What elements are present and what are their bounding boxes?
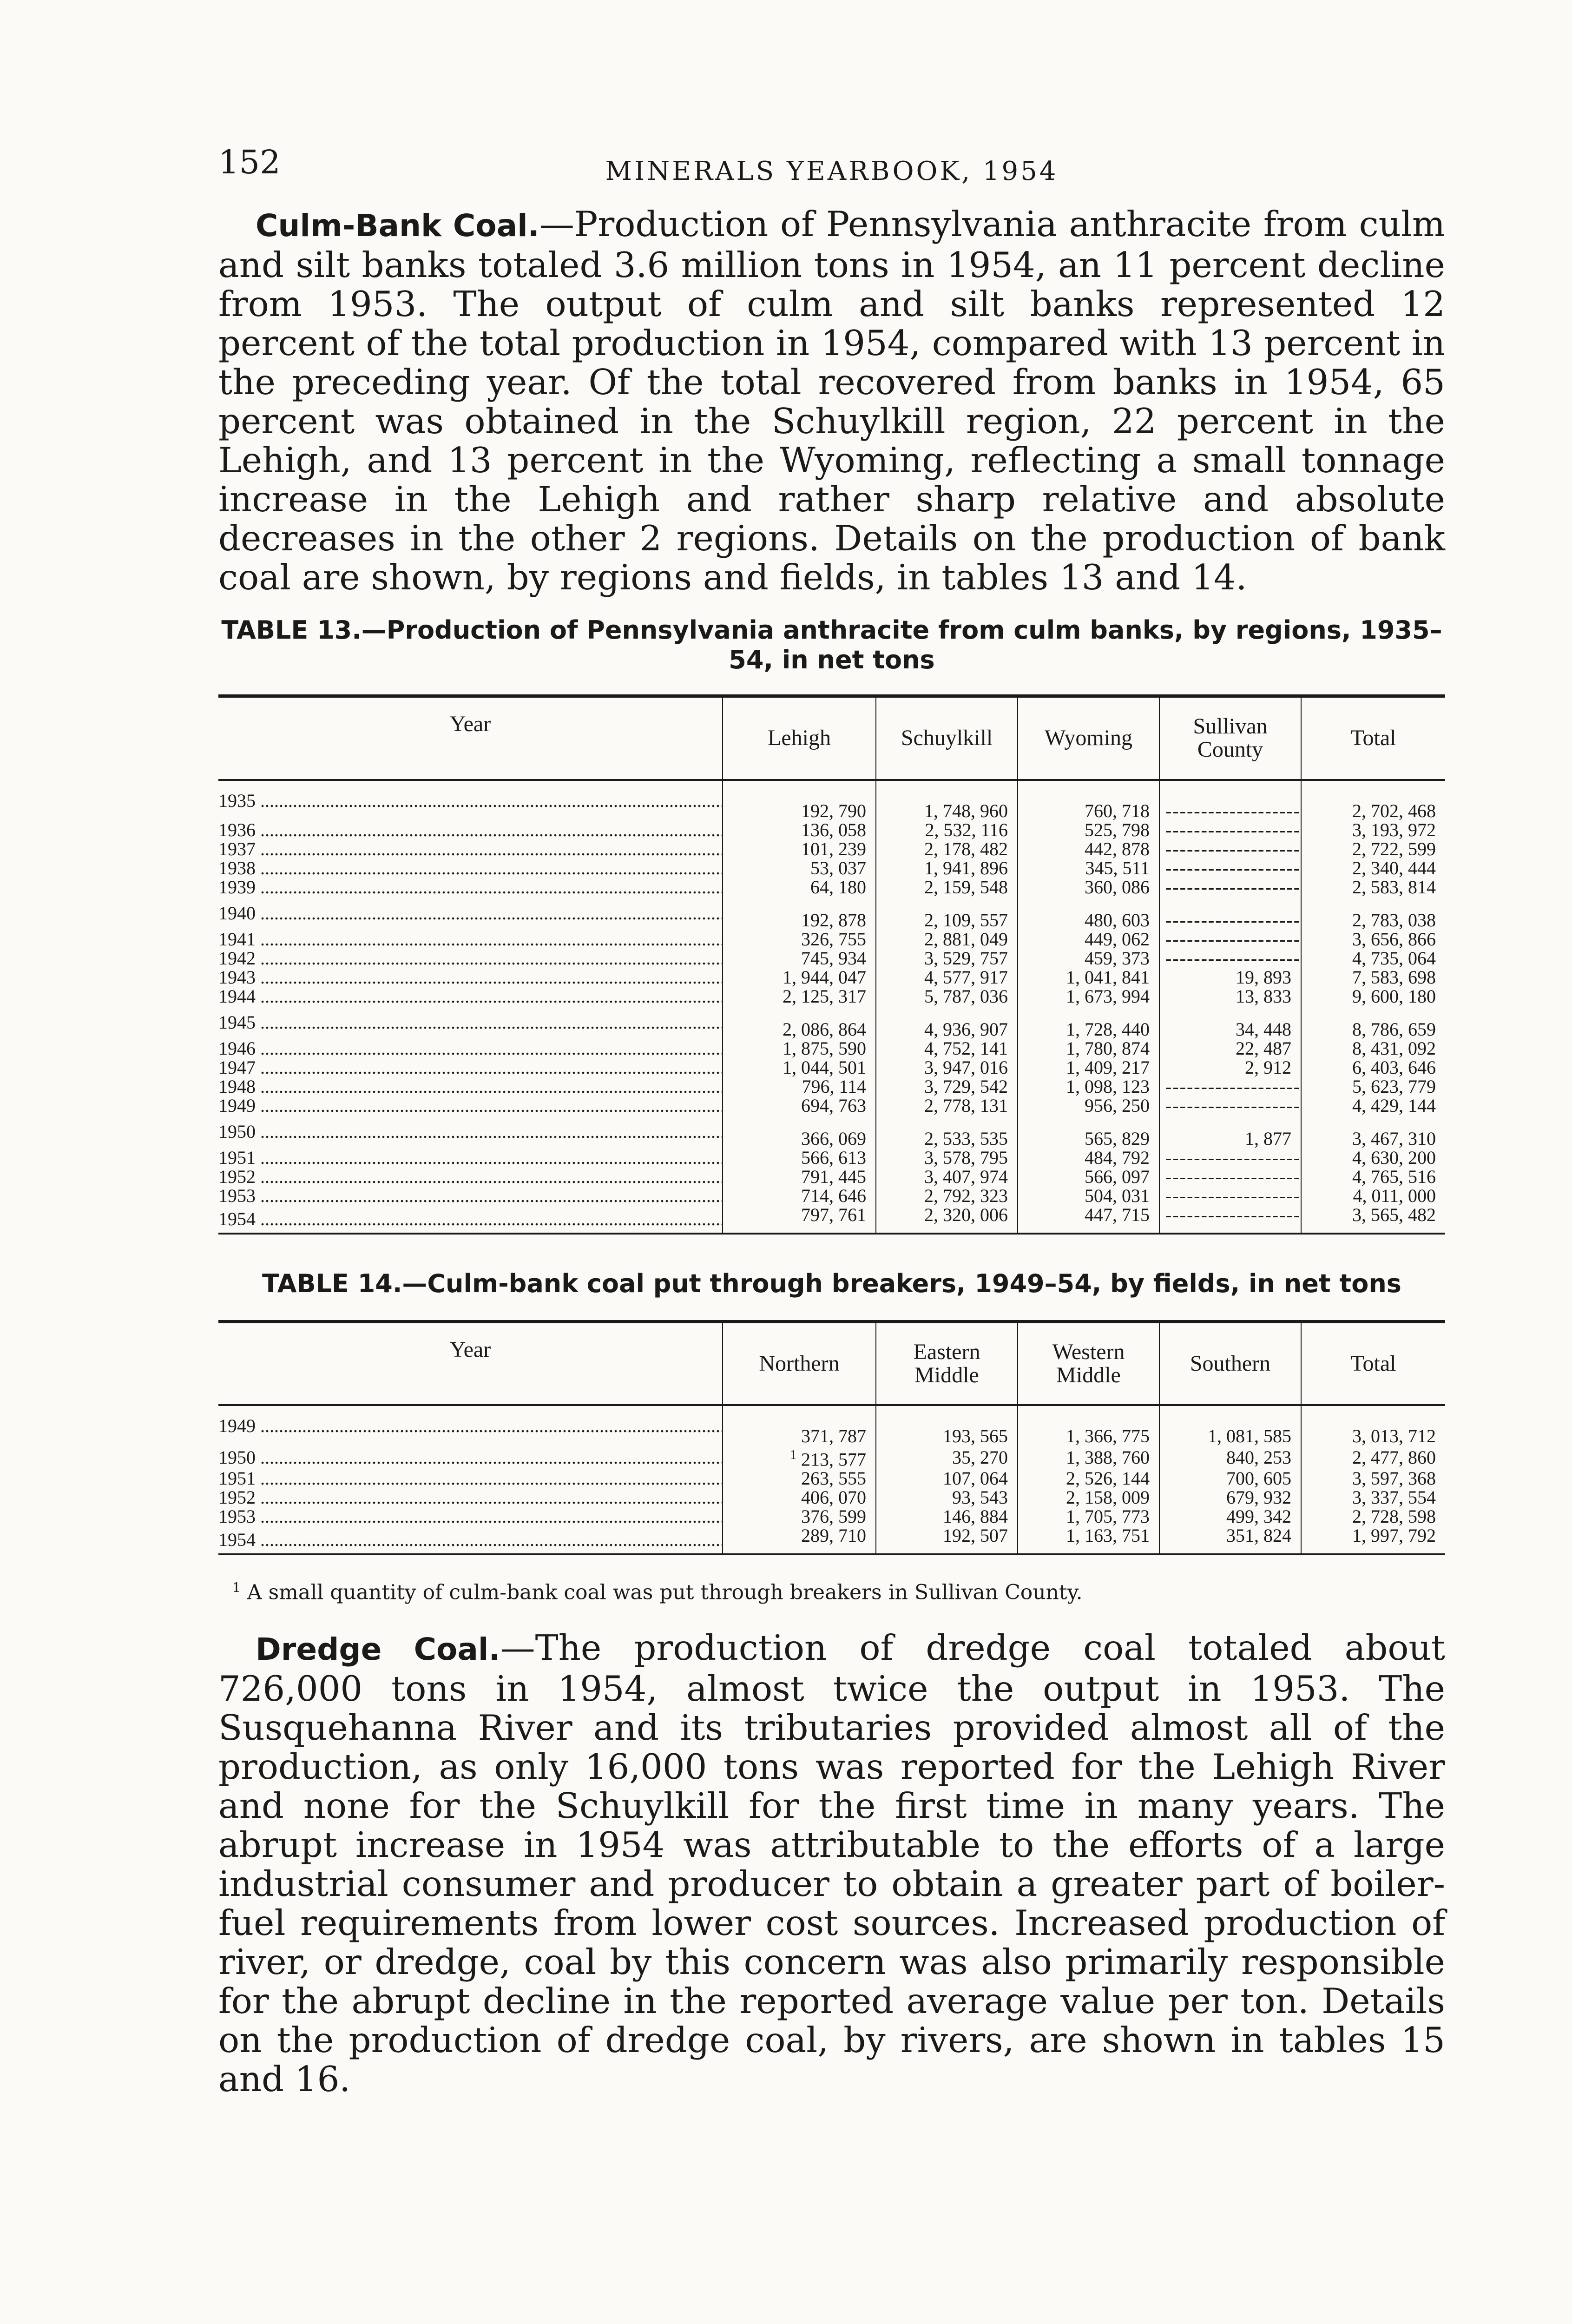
empty-value-leader	[1159, 878, 1301, 897]
page-number: 152	[218, 143, 281, 181]
year-cell: 1949 .....	[218, 1405, 723, 1446]
value-cell: 3, 467, 310	[1301, 1115, 1445, 1148]
dredge-coal-heading: Dredge Coal.	[256, 1631, 500, 1667]
value-cell: 745, 934	[723, 949, 876, 968]
value-cell: 2, 912	[1159, 1058, 1301, 1077]
table-row	[218, 1148, 1445, 1167]
year-cell: 1949 .....	[218, 1096, 723, 1115]
value-cell: 2, 728, 598	[1301, 1507, 1445, 1526]
value-cell: 1, 780, 874	[1018, 1039, 1159, 1058]
value-cell: 449, 062	[1018, 930, 1159, 949]
table14-header-total: Total	[1301, 1321, 1445, 1405]
table-row	[218, 1526, 1445, 1554]
table-row	[218, 930, 1445, 949]
year-cell: 1938 .....	[218, 858, 723, 878]
value-cell: 1, 997, 792	[1301, 1526, 1445, 1554]
value-cell: 19, 893	[1159, 968, 1301, 987]
value-cell: 1, 941, 896	[876, 858, 1018, 878]
table-row	[218, 1096, 1445, 1115]
running-title: MINERALS YEARBOOK, 1954	[605, 156, 1059, 186]
value-cell: 263, 555	[723, 1469, 876, 1488]
value-cell: 3, 947, 016	[876, 1058, 1018, 1077]
value-cell: 2, 086, 864	[723, 1006, 876, 1039]
value-cell: 34, 448	[1159, 1006, 1301, 1039]
value-cell: 360, 086	[1018, 878, 1159, 897]
value-cell: 366, 069	[723, 1115, 876, 1148]
table13-body	[218, 780, 1445, 1234]
value-cell: 3, 337, 554	[1301, 1488, 1445, 1507]
value-cell: 2, 702, 468	[1301, 780, 1445, 820]
value-cell: 2, 109, 557	[876, 897, 1018, 930]
table14-header-eastern-middle: Eastern Middle	[876, 1321, 1018, 1405]
empty-value-leader	[1159, 1077, 1301, 1096]
value-cell: 2, 532, 116	[876, 820, 1018, 839]
value-cell: 3, 565, 482	[1301, 1205, 1445, 1234]
year-cell: 1942 .....	[218, 949, 723, 968]
value-cell: 13, 833	[1159, 987, 1301, 1006]
year-cell: 1944 .....	[218, 987, 723, 1006]
empty-value-leader	[1159, 1205, 1301, 1234]
value-cell: 6, 403, 646	[1301, 1058, 1445, 1077]
dredge-coal-paragraph	[218, 1628, 1445, 2099]
value-cell: 2, 792, 323	[876, 1186, 1018, 1205]
year-cell: 1940 .....	[218, 897, 723, 930]
value-cell: 351, 824	[1159, 1526, 1301, 1554]
value-cell: 22, 487	[1159, 1039, 1301, 1058]
year-cell: 1939 .....	[218, 878, 723, 897]
value-cell: 1, 044, 501	[723, 1058, 876, 1077]
value-cell: 3, 013, 712	[1301, 1405, 1445, 1446]
table-row	[218, 858, 1445, 878]
table-row	[218, 1115, 1445, 1148]
value-cell: 2, 526, 144	[1018, 1469, 1159, 1488]
value-cell: 146, 884	[876, 1507, 1018, 1526]
value-cell: 840, 253	[1159, 1446, 1301, 1469]
value-cell: 1, 875, 590	[723, 1039, 876, 1058]
value-cell: 694, 763	[723, 1096, 876, 1115]
table-row	[218, 987, 1445, 1006]
value-cell: 64, 180	[723, 878, 876, 897]
value-cell: 2, 583, 814	[1301, 878, 1445, 897]
culm-bank-heading: Culm-Bank Coal.	[256, 208, 539, 244]
value-cell: 2, 158, 009	[1018, 1488, 1159, 1507]
value-cell: 289, 710	[723, 1526, 876, 1554]
table-row	[218, 968, 1445, 987]
table-row	[218, 1058, 1445, 1077]
table14-header-year: Year	[218, 1321, 723, 1405]
value-cell: 760, 718	[1018, 780, 1159, 820]
value-cell: 1, 877	[1159, 1115, 1301, 1148]
value-cell: 2, 778, 131	[876, 1096, 1018, 1115]
table-row	[218, 1488, 1445, 1507]
empty-value-leader	[1159, 780, 1301, 820]
value-cell: 2, 125, 317	[723, 987, 876, 1006]
value-cell: 700, 605	[1159, 1469, 1301, 1488]
value-cell: 376, 599	[723, 1507, 876, 1526]
table-row	[218, 1167, 1445, 1186]
empty-value-leader	[1159, 897, 1301, 930]
table13-header-total: Total	[1301, 696, 1445, 780]
value-cell: 565, 829	[1018, 1115, 1159, 1148]
value-cell: 192, 507	[876, 1526, 1018, 1554]
year-cell: 1954 .....	[218, 1205, 723, 1234]
value-cell: 1, 388, 760	[1018, 1446, 1159, 1469]
value-cell: 796, 114	[723, 1077, 876, 1096]
table14-footnote	[218, 1576, 1445, 1605]
value-cell: 53, 037	[723, 858, 876, 878]
table-row	[218, 1507, 1445, 1526]
value-cell: 484, 792	[1018, 1148, 1159, 1167]
table-row	[218, 1077, 1445, 1096]
table13-header-lehigh: Lehigh	[723, 696, 876, 780]
table-row	[218, 1039, 1445, 1058]
year-cell: 1951 .....	[218, 1148, 723, 1167]
table14-header-western-middle: Western Middle	[1018, 1321, 1159, 1405]
value-cell: 8, 431, 092	[1301, 1039, 1445, 1058]
value-cell: 5, 787, 036	[876, 987, 1018, 1006]
year-cell: 1936 .....	[218, 820, 723, 839]
value-cell: 107, 064	[876, 1469, 1018, 1488]
table-row	[218, 820, 1445, 839]
value-cell: 4, 735, 064	[1301, 949, 1445, 968]
table-row	[218, 878, 1445, 897]
value-cell: 1, 673, 994	[1018, 987, 1159, 1006]
table-row	[218, 780, 1445, 820]
table-row	[218, 897, 1445, 930]
value-cell	[723, 1446, 876, 1469]
value-cell: 7, 583, 698	[1301, 968, 1445, 987]
value-cell: 3, 656, 866	[1301, 930, 1445, 949]
table14-body	[218, 1405, 1445, 1554]
value-cell: 4, 630, 200	[1301, 1148, 1445, 1167]
value-cell: 1, 748, 960	[876, 780, 1018, 820]
year-cell: 1954 .....	[218, 1526, 723, 1554]
value-cell: 1, 366, 775	[1018, 1405, 1159, 1446]
year-cell: 1947 .....	[218, 1058, 723, 1077]
value-cell: 406, 070	[723, 1488, 876, 1507]
year-cell: 1943 .....	[218, 968, 723, 987]
value-cell: 504, 031	[1018, 1186, 1159, 1205]
year-cell: 1948 .....	[218, 1077, 723, 1096]
value-cell: 192, 790	[723, 780, 876, 820]
year-cell: 1937 .....	[218, 839, 723, 858]
value-cell: 566, 613	[723, 1148, 876, 1167]
table-row	[218, 1186, 1445, 1205]
table13	[218, 694, 1445, 1235]
value-cell: 1, 081, 585	[1159, 1405, 1301, 1446]
value-cell: 459, 373	[1018, 949, 1159, 968]
table14-caption: TABLE 14.—Culm-bank coal put through breakers, 1949–54, by fields, in net tons	[262, 1268, 1401, 1298]
value-cell: 956, 250	[1018, 1096, 1159, 1115]
value-text: 213, 577	[801, 1449, 866, 1470]
value-cell: 3, 729, 542	[876, 1077, 1018, 1096]
year-cell: 1950 .....	[218, 1446, 723, 1469]
value-cell: 371, 787	[723, 1405, 876, 1446]
value-cell: 1, 728, 440	[1018, 1006, 1159, 1039]
dredge-coal-text: —The production of dredge coal totaled about 726,000 tons in 1954, almost twice the output in 1953. The Susquehanna River and its tributaries provided almost all of the production, as only 16,000 tons was reported for the Lehigh River and none for the Schuylkill for the first time in many years. The abrupt increase in 1954 was attributable to the efforts of a large industrial consumer and producer to obtain a greater part of boiler-fuel requirements from lower cost sources. Increased production of river, or dredge, coal by this concern was also primarily responsible for the abrupt decline in the reported average value per ton. Details on the production of dredge coal, by rivers, are shown in tables 15 and 16.	[218, 1627, 1445, 2100]
footnote-marker: 1	[232, 1580, 241, 1596]
value-cell: 1, 163, 751	[1018, 1526, 1159, 1554]
value-cell: 2, 722, 599	[1301, 839, 1445, 858]
value-cell: 3, 407, 974	[876, 1167, 1018, 1186]
value-cell: 326, 755	[723, 930, 876, 949]
table13-header-sullivan: Sullivan County	[1159, 696, 1301, 780]
value-cell: 714, 646	[723, 1186, 876, 1205]
value-cell: 5, 623, 779	[1301, 1077, 1445, 1096]
table-row	[218, 1205, 1445, 1234]
value-cell: 447, 715	[1018, 1205, 1159, 1234]
value-cell: 442, 878	[1018, 839, 1159, 858]
value-cell: 2, 178, 482	[876, 839, 1018, 858]
value-cell: 1, 409, 217	[1018, 1058, 1159, 1077]
table13-caption: TABLE 13.—Production of Pennsylvania anthracite from culm banks, by regions, 1935–54, in net tons	[221, 615, 1442, 674]
value-cell: 4, 429, 144	[1301, 1096, 1445, 1115]
year-cell: 1951 .....	[218, 1469, 723, 1488]
table-row	[218, 949, 1445, 968]
value-cell: 791, 445	[723, 1167, 876, 1186]
table-row	[218, 1469, 1445, 1488]
value-cell: 2, 477, 860	[1301, 1446, 1445, 1469]
value-cell: 566, 097	[1018, 1167, 1159, 1186]
year-cell: 1941 .....	[218, 930, 723, 949]
empty-value-leader	[1159, 1167, 1301, 1186]
value-cell: 797, 761	[723, 1205, 876, 1234]
value-cell: 2, 340, 444	[1301, 858, 1445, 878]
page	[218, 139, 1445, 2099]
year-cell: 1952 .....	[218, 1488, 723, 1507]
table13-header-wyoming: Wyoming	[1018, 696, 1159, 780]
footnote-ref: 1	[790, 1448, 796, 1462]
value-cell: 1, 944, 047	[723, 968, 876, 987]
value-cell: 1, 705, 773	[1018, 1507, 1159, 1526]
year-cell: 1935 .....	[218, 780, 723, 820]
footnote-text: A small quantity of culm-bank coal was put through breakers in Sullivan County.	[247, 1580, 1083, 1604]
table-row	[218, 839, 1445, 858]
table14-header-northern: Northern	[723, 1321, 876, 1405]
value-cell: 1, 098, 123	[1018, 1077, 1159, 1096]
culm-bank-text: —Production of Pennsylvania anthracite from culm and silt banks totaled 3.6 million tons in 1954, an 11 percent decline from 1953. The output of culm and silt banks represented 12 percent of the total production in 1954, compared with 13 percent in the preceding year. Of the total recovered from banks in 1954, 65 percent was obtained in the Schuylkill region, 22 percent in the Lehigh, and 13 percent in the Wyoming, reflecting a small tonnage increase in the Lehigh and rather sharp relative and absolute decreases in the other 2 regions. Details on the production of bank coal are shown, by regions and fields, in tables 13 and 14.	[218, 204, 1446, 598]
value-cell: 93, 543	[876, 1488, 1018, 1507]
empty-value-leader	[1159, 820, 1301, 839]
value-cell: 4, 011, 000	[1301, 1186, 1445, 1205]
table14-header-southern: Southern	[1159, 1321, 1301, 1405]
value-cell: 4, 936, 907	[876, 1006, 1018, 1039]
table14	[218, 1320, 1445, 1556]
year-cell: 1952 .....	[218, 1167, 723, 1186]
year-cell: 1946 .....	[218, 1039, 723, 1058]
value-cell: 3, 578, 795	[876, 1148, 1018, 1167]
table13-header-schuylkill: Schuylkill	[876, 696, 1018, 780]
table-row	[218, 1405, 1445, 1446]
value-cell: 192, 878	[723, 897, 876, 930]
value-cell: 2, 783, 038	[1301, 897, 1445, 930]
value-cell: 345, 511	[1018, 858, 1159, 878]
empty-value-leader	[1159, 1096, 1301, 1115]
value-cell: 35, 270	[876, 1446, 1018, 1469]
value-cell: 3, 597, 368	[1301, 1469, 1445, 1488]
empty-value-leader	[1159, 1186, 1301, 1205]
value-cell: 2, 533, 535	[876, 1115, 1018, 1148]
culm-bank-paragraph	[218, 205, 1445, 597]
empty-value-leader	[1159, 858, 1301, 878]
year-cell: 1950 .....	[218, 1115, 723, 1148]
value-cell: 525, 798	[1018, 820, 1159, 839]
value-cell: 3, 529, 757	[876, 949, 1018, 968]
value-cell: 480, 603	[1018, 897, 1159, 930]
table-row	[218, 1446, 1445, 1469]
value-cell: 9, 600, 180	[1301, 987, 1445, 1006]
empty-value-leader	[1159, 1148, 1301, 1167]
value-cell: 4, 765, 516	[1301, 1167, 1445, 1186]
value-cell: 2, 159, 548	[876, 878, 1018, 897]
year-cell: 1953 .....	[218, 1507, 723, 1526]
value-cell: 4, 577, 917	[876, 968, 1018, 987]
empty-value-leader	[1159, 839, 1301, 858]
empty-value-leader	[1159, 930, 1301, 949]
running-header	[218, 139, 1445, 205]
value-cell: 679, 932	[1159, 1488, 1301, 1507]
value-cell: 1, 041, 841	[1018, 968, 1159, 987]
value-cell: 136, 058	[723, 820, 876, 839]
empty-value-leader	[1159, 949, 1301, 968]
year-cell: 1945 .....	[218, 1006, 723, 1039]
table13-header-year: Year	[218, 696, 723, 780]
year-cell: 1953 .....	[218, 1186, 723, 1205]
value-cell: 8, 786, 659	[1301, 1006, 1445, 1039]
value-cell: 2, 320, 006	[876, 1205, 1018, 1234]
table-row	[218, 1006, 1445, 1039]
value-cell: 3, 193, 972	[1301, 820, 1445, 839]
value-cell: 4, 752, 141	[876, 1039, 1018, 1058]
value-cell: 193, 565	[876, 1405, 1018, 1446]
value-cell: 2, 881, 049	[876, 930, 1018, 949]
value-cell: 499, 342	[1159, 1507, 1301, 1526]
value-cell: 101, 239	[723, 839, 876, 858]
